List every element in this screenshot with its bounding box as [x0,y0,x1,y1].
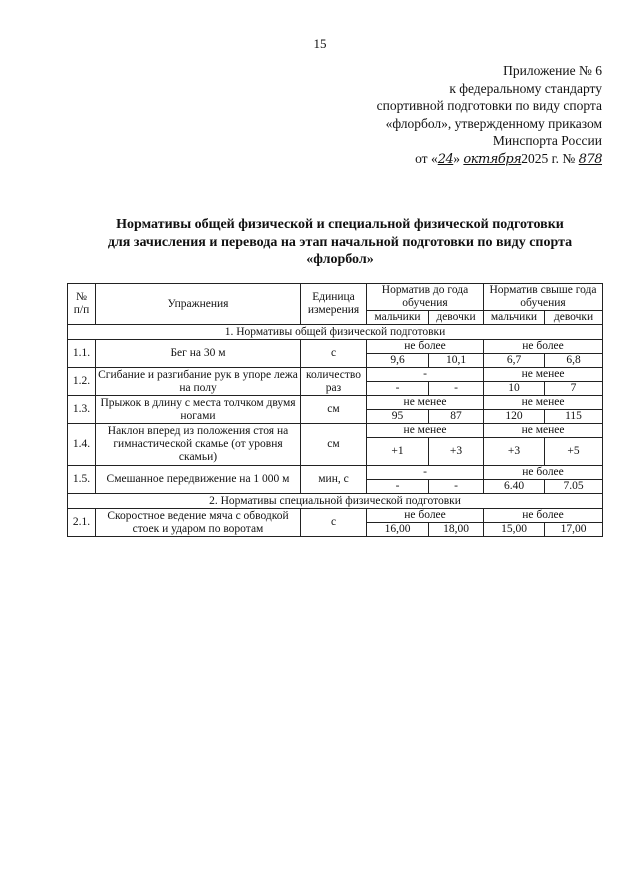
row-unit: см [301,424,367,466]
appendix-line: спортивной подготовки по виду спорта [376,98,602,113]
row-exercise: Скоростное ведение мяча с обводкой стоек и ударом по воротам [96,509,301,537]
row-value: 9,6 [367,354,429,368]
header-exercise: Упражнения [96,284,301,325]
row-value: 6,7 [484,354,545,368]
row-num: 1.3. [68,396,96,424]
handwritten-month: октября [463,151,522,167]
page-number: 15 [313,36,327,51]
row-num: 1.5. [68,466,96,494]
header-over-year: Норматив свыше года обучения [484,284,603,311]
row-condition: не более [484,340,603,354]
row-value: 10,1 [429,354,484,368]
row-num: 1.1. [68,340,96,368]
row-value: +1 [367,438,429,466]
row-exercise: Смешанное передвижение на 1 000 м [96,466,301,494]
appendix-date-line: от «24» октября2025 г. № 878 [415,150,602,167]
section-title: 2. Нормативы специальной физической подготовки [68,494,603,509]
row-unit: с [301,340,367,368]
row-value: +5 [545,438,603,466]
row-value: 7.05 [545,480,603,494]
section-title: 1. Нормативы общей физической подготовки [68,325,603,340]
appendix-line: «флорбол», утвержденному приказом [385,115,602,131]
row-value: 16,00 [367,523,429,537]
header-unit: Единица измерения [301,284,367,325]
row-unit: мин, с [301,466,367,494]
row-condition: не менее [484,424,603,438]
header-first-year: Норматив до года обучения [367,284,484,311]
row-condition: не более [367,340,484,354]
row-unit: с [301,509,367,537]
appendix-line: к федеральному стандарту [449,80,602,96]
row-unit: количество раз [301,368,367,396]
row-value: 10 [484,382,545,396]
row-condition: не менее [367,396,484,410]
handwritten-day: 24 [437,151,454,167]
row-value: - [429,382,484,396]
row-value: +3 [429,438,484,466]
row-num: 1.4. [68,424,96,466]
appendix-line: Минспорта России [492,133,602,148]
row-value: 95 [367,410,429,424]
document-title: Нормативы общей физической и специальной физической подготовки для зачисления и перевода на этап начальной подготовки по виду спорта «флорбол» [107,217,573,267]
header-boys: мальчики [367,311,429,325]
row-condition: не более [367,509,484,523]
row-value: - [429,480,484,494]
row-value: 18,00 [429,523,484,537]
row-condition: не более [484,466,603,480]
appendix-block [302,62,602,168]
row-value: 87 [429,410,484,424]
handwritten-order-number: 878 [578,151,602,167]
header-boys: мальчики [484,311,545,325]
norms-table [67,283,603,537]
row-unit: см [301,396,367,424]
row-condition: - [367,466,484,480]
row-value: - [367,382,429,396]
row-value: 6.40 [484,480,545,494]
row-condition: - [367,368,484,382]
appendix-line: Приложение № 6 [503,63,602,78]
row-condition: не более [484,509,603,523]
row-value: 115 [545,410,603,424]
row-value: 120 [484,410,545,424]
row-value: - [367,480,429,494]
header-girls: девочки [429,311,484,325]
row-num: 1.2. [68,368,96,396]
header-girls: девочки [545,311,603,325]
row-value: 15,00 [484,523,545,537]
row-exercise: Наклон вперед из положения стоя на гимнастической скамье (от уровня скамьи) [96,424,301,466]
row-condition: не менее [367,424,484,438]
row-value: +3 [484,438,545,466]
row-condition: не менее [484,368,603,382]
row-num: 2.1. [68,509,96,537]
row-exercise: Прыжок в длину с места толчком двумя ногами [96,396,301,424]
header-num: № п/п [68,284,96,325]
row-exercise: Сгибание и разгибание рук в упоре лежа на полу [96,368,301,396]
row-value: 6,8 [545,354,603,368]
row-value: 7 [545,382,603,396]
row-condition: не менее [484,396,603,410]
row-value: 17,00 [545,523,603,537]
row-exercise: Бег на 30 м [96,340,301,368]
